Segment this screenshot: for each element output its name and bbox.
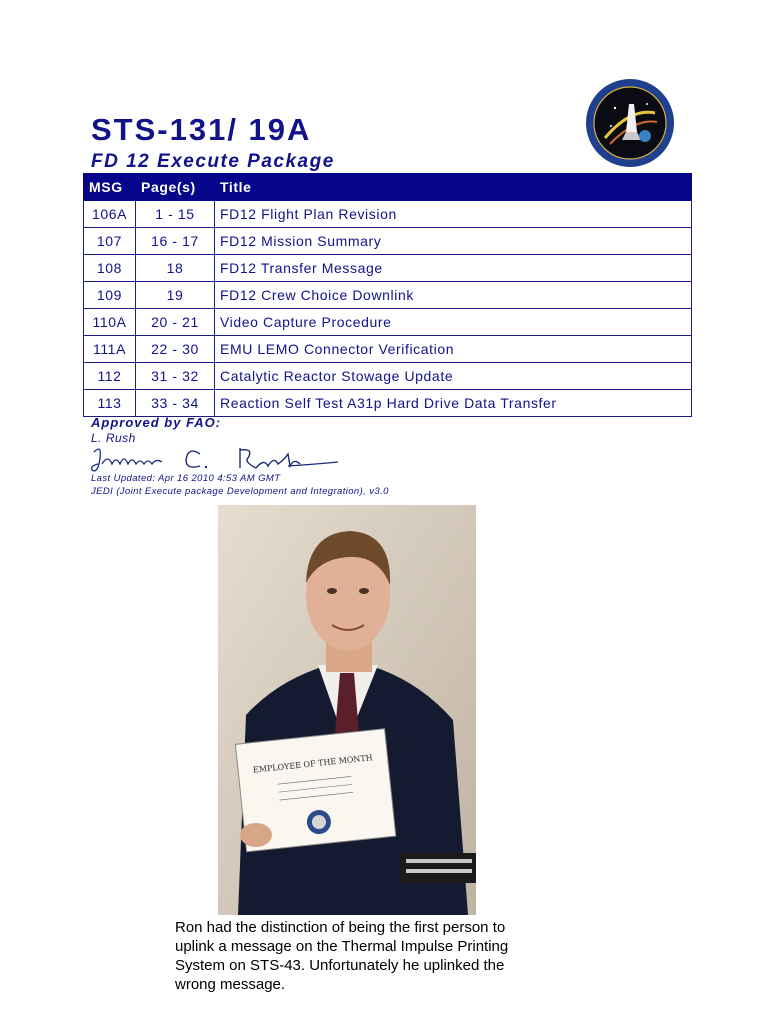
msg-cell: 109 bbox=[84, 282, 136, 309]
pages-cell: 33 - 34 bbox=[136, 390, 215, 417]
msg-cell: 108 bbox=[84, 255, 136, 282]
table-row bbox=[84, 363, 692, 390]
msg-cell: 107 bbox=[84, 228, 136, 255]
page-title: STS-131/ 19A bbox=[91, 112, 312, 147]
title-cell: Reaction Self Test A31p Hard Drive Data Transfer bbox=[215, 390, 692, 417]
pages-cell: 20 - 21 bbox=[136, 309, 215, 336]
mission-patch-logo bbox=[585, 78, 675, 168]
page-subtitle: FD 12 Execute Package bbox=[91, 151, 335, 172]
table-row bbox=[84, 309, 692, 336]
approver-name: L. Rush bbox=[91, 431, 136, 445]
msg-cell: 111A bbox=[84, 336, 136, 363]
table-row bbox=[84, 336, 692, 363]
pages-cell: 16 - 17 bbox=[136, 228, 215, 255]
title-cell: Video Capture Procedure bbox=[215, 309, 692, 336]
header-title: Title bbox=[215, 174, 692, 201]
title-cell: Catalytic Reactor Stowage Update bbox=[215, 363, 692, 390]
table-header-row bbox=[84, 174, 692, 201]
header-msg: MSG bbox=[84, 174, 136, 201]
pages-cell: 1 - 15 bbox=[136, 201, 215, 228]
table-row bbox=[84, 201, 692, 228]
table-row bbox=[84, 282, 692, 309]
title-cell: FD12 Crew Choice Downlink bbox=[215, 282, 692, 309]
msg-cell: 113 bbox=[84, 390, 136, 417]
pages-cell: 19 bbox=[136, 282, 215, 309]
approved-by-label: Approved by FAO: bbox=[91, 415, 222, 430]
certificate-heading: EMPLOYEE OF THE MONTH bbox=[252, 753, 374, 775]
pages-cell: 18 bbox=[136, 255, 215, 282]
title-cell: FD12 Transfer Message bbox=[215, 255, 692, 282]
table-row bbox=[84, 228, 692, 255]
photo-caption: Ron had the distinction of being the first person to uplink a message on the Thermal Impulse Printing System on STS-43. Unfortunately he uplinked the wrong message. bbox=[175, 919, 509, 993]
msg-cell: 110A bbox=[84, 309, 136, 336]
last-updated-text: Last Updated: Apr 16 2010 4:53 AM GMT bbox=[91, 473, 281, 484]
pages-cell: 31 - 32 bbox=[136, 363, 215, 390]
msg-cell: 112 bbox=[84, 363, 136, 390]
table-row bbox=[84, 390, 692, 417]
table-row bbox=[84, 255, 692, 282]
employee-photo bbox=[218, 505, 476, 915]
title-cell: FD12 Mission Summary bbox=[215, 228, 692, 255]
title-cell: FD12 Flight Plan Revision bbox=[215, 201, 692, 228]
msg-cell: 106A bbox=[84, 201, 136, 228]
jedi-version-text: JEDI (Joint Execute package Development and Integration), v3.0 bbox=[91, 486, 389, 497]
pages-cell: 22 - 30 bbox=[136, 336, 215, 363]
header-pages: Page(s) bbox=[136, 174, 215, 201]
title-cell: EMU LEMO Connector Verification bbox=[215, 336, 692, 363]
message-table bbox=[83, 173, 692, 417]
